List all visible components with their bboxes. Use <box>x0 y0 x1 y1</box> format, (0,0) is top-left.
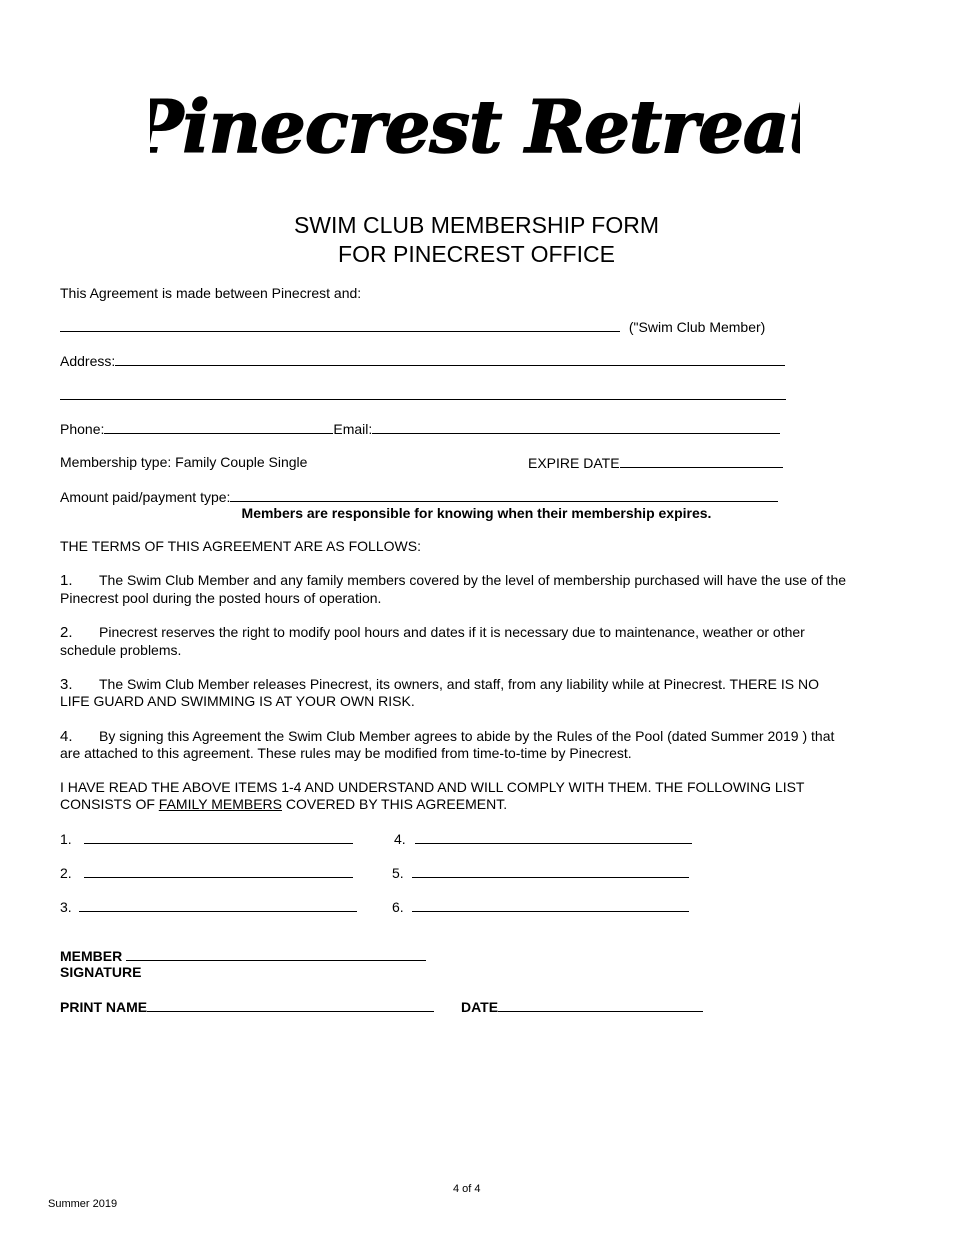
address-label: Address: <box>60 353 116 369</box>
family-number: 6. <box>392 899 404 915</box>
member-name-row <box>60 318 765 336</box>
ack-post: COVERED BY THIS AGREEMENT. <box>281 796 508 812</box>
family-members-underlined: FAMILY MEMBERS <box>158 796 282 812</box>
family-member-field[interactable] <box>412 898 689 912</box>
term-item-3-cont: LIFE GUARD AND SWIMMING IS AT YOUR OWN RISK. <box>60 693 415 709</box>
family-number: 2. <box>60 865 72 881</box>
term-number: 2. <box>60 624 73 641</box>
form-title-line-1: SWIM CLUB MEMBERSHIP FORM <box>293 212 660 238</box>
family-member-4 <box>394 830 692 848</box>
form-title-line-2: FOR PINECREST OFFICE <box>338 241 615 267</box>
signature-label: SIGNATURE <box>60 964 142 980</box>
email-label: Email: <box>333 421 373 437</box>
contact-row <box>60 420 780 438</box>
date-label: DATE <box>461 999 499 1015</box>
family-member-field[interactable] <box>84 864 353 878</box>
family-number: 5. <box>392 865 404 881</box>
date-row <box>461 998 703 1016</box>
term-number: 4. <box>60 728 73 745</box>
term-item-1-cont: Pinecrest pool during the posted hours of operation. <box>60 590 382 606</box>
expiration-notice: Members are responsible for knowing when their membership expires. <box>241 505 712 521</box>
address-field[interactable] <box>115 352 785 366</box>
address-field-line-2[interactable] <box>60 386 786 400</box>
date-field[interactable] <box>498 998 703 1012</box>
pinecrest-retreat-logo <box>150 72 800 182</box>
term-item-2 <box>60 624 805 641</box>
footer-edition: Summer 2019 <box>48 1198 118 1210</box>
member-name-field[interactable] <box>60 318 620 332</box>
member-name-suffix: ("Swim Club Member) <box>628 319 766 335</box>
family-number: 4. <box>394 831 406 847</box>
family-member-1 <box>60 830 353 848</box>
member-signature-row <box>60 947 426 965</box>
term-item-4 <box>60 728 834 745</box>
term-item-4-cont: are attached to this agreement. These rules may be modified from time-to-time by Pinecrest. <box>60 745 632 761</box>
family-member-6 <box>392 898 689 916</box>
member-label: MEMBER <box>60 948 123 964</box>
term-item-3 <box>60 676 819 693</box>
term-number: 1. <box>60 572 73 589</box>
membership-type-label: Membership type: Family Couple Single <box>60 454 308 470</box>
family-number: 3. <box>60 899 72 915</box>
email-field[interactable] <box>372 420 780 434</box>
amount-label: Amount paid/payment type: <box>60 489 231 505</box>
amount-field[interactable] <box>230 488 778 502</box>
phone-label: Phone: <box>60 421 105 437</box>
amount-row <box>60 488 778 506</box>
expire-date-field[interactable] <box>620 454 783 468</box>
print-name-label: PRINT NAME <box>60 999 148 1015</box>
term-line-1: Pinecrest reserves the right to modify pool hours and dates if it is necessary due to maintenance, weather or other <box>99 624 805 640</box>
address-row-2 <box>60 386 786 404</box>
family-member-5 <box>392 864 689 882</box>
family-member-field[interactable] <box>412 864 689 878</box>
term-item-1 <box>60 572 846 589</box>
family-member-3 <box>60 898 357 916</box>
expire-row <box>528 454 783 472</box>
term-number: 3. <box>60 676 73 693</box>
expire-label: EXPIRE DATE <box>528 455 620 471</box>
family-member-2 <box>60 864 353 882</box>
print-name-row <box>60 998 434 1016</box>
terms-heading: THE TERMS OF THIS AGREEMENT ARE AS FOLLOWS: <box>60 538 421 554</box>
phone-field[interactable] <box>104 420 333 434</box>
term-line-1: The Swim Club Member releases Pinecrest, its owners, and staff, from any liability while at Pinecrest. THERE IS NO <box>99 676 819 692</box>
logo-lettering <box>150 72 800 182</box>
family-member-field[interactable] <box>84 830 353 844</box>
ack-pre: CONSISTS OF <box>60 796 159 812</box>
family-member-field[interactable] <box>415 830 692 844</box>
family-number: 1. <box>60 831 72 847</box>
member-signature-field[interactable] <box>126 947 426 961</box>
print-name-field[interactable] <box>147 998 434 1012</box>
term-item-2-cont: schedule problems. <box>60 642 182 658</box>
address-row <box>60 352 785 370</box>
term-line-1: By signing this Agreement the Swim Club Member agrees to abide by the Rules of the Pool (dated Summer 2019 ) that <box>99 728 835 744</box>
intro-text: This Agreement is made between Pinecrest and: <box>60 285 362 301</box>
term-line-1: The Swim Club Member and any family members covered by the level of membership purchased will have the use of the <box>99 572 847 588</box>
svg-text:Pinecrest Retreat: Pinecrest Retreat <box>150 84 800 169</box>
family-member-field[interactable] <box>79 898 357 912</box>
page-number: 4 of 4 <box>453 1183 481 1195</box>
acknowledgement-line-2 <box>60 796 507 813</box>
acknowledgement-line-1: I HAVE READ THE ABOVE ITEMS 1-4 AND UNDERSTAND AND WILL COMPLY WITH THEM. THE FOLLOWING LIST <box>60 779 805 795</box>
